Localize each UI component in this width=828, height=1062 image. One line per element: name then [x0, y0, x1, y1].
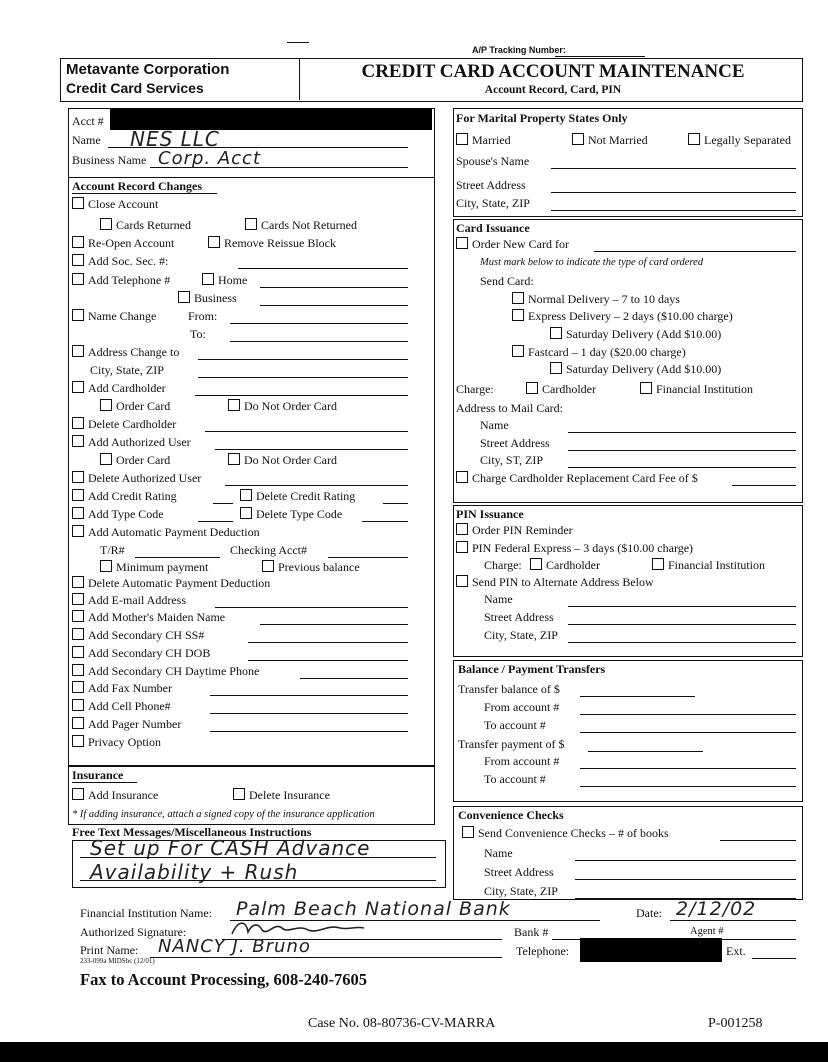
insurance-title: Insurance — [72, 768, 124, 782]
business-value[interactable]: Corp. Acct — [158, 148, 262, 169]
business-label: Business Name — [72, 153, 147, 167]
fax-line: Fax to Account Processing, 608-240-7605 — [80, 970, 368, 989]
free-text-line2[interactable]: Availability + Rush — [90, 860, 299, 884]
auth-label: Authorized Signature: — [80, 925, 187, 939]
date-value[interactable]: 2/12/02 — [676, 898, 757, 920]
card-issuance-title: Card Issuance — [456, 221, 530, 235]
balance-title: Balance / Payment Transfers — [458, 662, 606, 676]
bank-label: Bank # — [514, 925, 549, 939]
phone-label: Telephone: — [516, 944, 570, 958]
fin-inst-value[interactable]: Palm Beach National Bank — [236, 898, 511, 920]
checks-title: Convenience Checks — [458, 808, 564, 822]
case-number: Case No. 08-80736-CV-MARRA — [308, 1016, 496, 1031]
phone-redaction — [580, 938, 722, 962]
form-subtitle: Account Record, Card, PIN — [484, 84, 622, 96]
ext-label: Ext. — [726, 944, 746, 958]
company-dept: Credit Card Services — [66, 80, 204, 96]
free-text-title: Free Text Messages/Miscellaneous Instructions — [72, 825, 312, 839]
tracking-label: A/P Tracking Number: — [472, 45, 566, 55]
marital-title: For Marital Property States Only — [456, 111, 628, 125]
date-label: Date: — [636, 906, 662, 920]
form-title: CREDIT CARD ACCOUNT MAINTENANCE — [361, 61, 745, 82]
agent-label: Agent # — [690, 926, 724, 937]
free-text-line1[interactable]: Set up For CASH Advance — [90, 836, 371, 860]
print-value[interactable]: NANCY J. Bruno — [158, 936, 311, 957]
print-label: Print Name: — [80, 943, 139, 957]
form-code: 233-099a MIDSbc (12/01) — [80, 957, 155, 965]
fin-inst-label: Financial Institution Name: — [80, 906, 212, 920]
acct-label: Acct # — [72, 114, 104, 128]
account-changes-title: Account Record Changes — [72, 179, 202, 193]
tracking-line — [555, 56, 645, 57]
name-value[interactable]: NES LLC — [130, 127, 220, 151]
name-label: Name — [72, 133, 101, 147]
pin-title: PIN Issuance — [456, 507, 524, 521]
close-checkbox[interactable] — [72, 197, 84, 209]
company-name: Metavante Corporation — [66, 61, 230, 78]
page-number: P-001258 — [708, 1016, 763, 1031]
